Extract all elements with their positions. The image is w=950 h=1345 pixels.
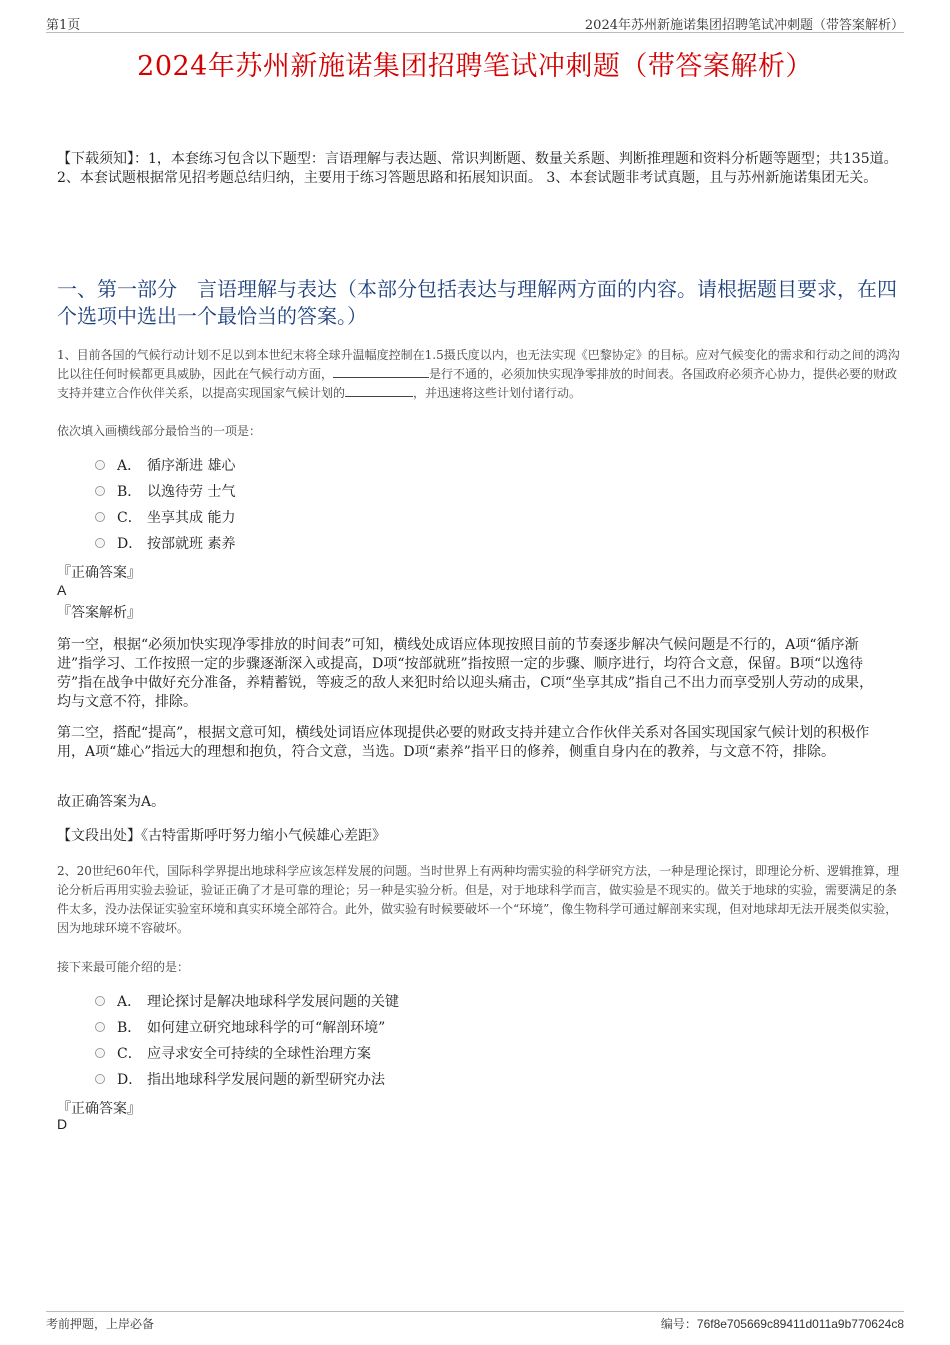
option-a[interactable] — [95, 988, 399, 1014]
radio-icon[interactable] — [95, 1074, 105, 1084]
page-number: 第1页 — [46, 18, 81, 33]
option-letter: C． — [117, 1046, 142, 1062]
correct-answer: A — [57, 582, 67, 598]
answer-blank-2 — [345, 384, 413, 397]
correct-answer-label: 『正确答案』 — [57, 1101, 141, 1117]
radio-icon[interactable] — [95, 538, 105, 548]
radio-icon[interactable] — [95, 1022, 105, 1032]
option-letter: A． — [117, 994, 142, 1010]
question-2-text: 2、20世纪60年代，国际科学界提出地球科学应该怎样发展的问题。当时世界上有两种均需实验的科学研究方法，一种是理论探讨，即理论分析、逻辑推算，理论分析后再用实验去验证，验证正确了才是可靠的理论；另一种是实验分析。但是，对于地球科学而言，做实验是不现实的。做关于地球的实验，需要满足的条件太多，没办法保证实验室环境和真实环境全部符合。此外，做实验有时候要破坏一个“环境”，像生物科学可通过解剖来实现，但对地球却无法开展类似实验，因为地球环境不容破坏。 — [57, 864, 900, 935]
download-notice: 【下载须知】：1，本套练习包含以下题型：言语理解与表达题、常识判断题、数量关系题、判断推理题和资料分析题等题型；共135道。 2、本套试题根据常见招考题总结归纳，主要用于练习答题思路和拓展知识面。 3、本套试题非考试真题，且与苏州新施诺集团无关。 — [57, 151, 898, 186]
option-letter: A． — [117, 458, 142, 474]
footer-slogan: 考前押题，上岸必备 — [46, 1317, 155, 1331]
option-letter: C． — [117, 510, 142, 526]
footer-code-label: 编号： — [660, 1317, 697, 1331]
correct-answer-label: 『正确答案』 — [57, 565, 141, 581]
question-1-part2: 是行不通的，必须加快实现净零排放的时间表。各国政府必须齐心协力，提供必要的财政支持并建立合作伙伴关系，以提高实现国家气候计划的 — [57, 367, 898, 400]
radio-icon[interactable] — [95, 512, 105, 522]
question-1-part3: ，并迅速将这些计划付诸行动。 — [413, 386, 582, 400]
footer-code — [661, 1315, 904, 1332]
option-letter: D． — [117, 1072, 143, 1088]
correct-answer: D — [57, 1116, 68, 1132]
passage-source: 【文段出处】《古特雷斯呼吁努力缩小气候雄心差距》 — [57, 828, 386, 844]
option-letter: B． — [117, 484, 142, 500]
option-d[interactable] — [95, 1066, 399, 1092]
radio-icon[interactable] — [95, 996, 105, 1006]
radio-icon[interactable] — [95, 460, 105, 470]
question-1-prompt: 依次填入画横线部分最恰当的一项是： — [57, 424, 262, 438]
analysis-paragraph-2: 第二空，搭配“提高”，根据文意可知，横线处词语应体现提供必要的财政支持并建立合作伙伴关系对各国实现国家气候计划的积极作用，A项“雄心”指远大的理想和抱负，符合文意，当选。D项“素养”指平日的修养，侧重自身内在的教养，与文意不符，排除。 — [57, 725, 870, 760]
radio-icon[interactable] — [95, 486, 105, 496]
option-text: 按部就班 素养 — [147, 536, 236, 552]
analysis-paragraph-1: 第一空，根据“必须加快实现净零排放的时间表”可知，横线处成语应体现按照目前的节奏逐步解决气候问题是不行的，A项“循序渐进”指学习、工作按照一定的步骤逐渐深入或提高，D项“按部就班”指按照一定的步骤、顺序进行，均符合文意，保留。B项“以逸待劳”指在战争中做好充分准备，养精蓄锐，等疲乏的敌人来犯时给以迎头痛击，C项“坐享其成”指自己不出力而享受别人劳动的成果，均与文意不符，排除。 — [57, 637, 874, 710]
option-c[interactable] — [95, 504, 235, 530]
radio-icon[interactable] — [95, 1048, 105, 1058]
option-b[interactable] — [95, 478, 235, 504]
question-1-text — [57, 346, 900, 403]
option-letter: B． — [117, 1020, 142, 1036]
option-text: 循序渐进 雄心 — [147, 458, 236, 474]
option-text: 应寻求安全可持续的全球性治理方案 — [147, 1046, 371, 1062]
footer-code-value: 76f8e705669c89411d011a9b770624c8 — [696, 1317, 904, 1331]
answer-blank-1 — [333, 365, 429, 378]
question-2-options — [95, 988, 399, 1092]
footer-divider — [46, 1311, 904, 1312]
analysis-conclusion: 故正确答案为A。 — [57, 794, 166, 810]
header-doc-title: 2024年苏州新施诺集团招聘笔试冲刺题（带答案解析） — [584, 18, 904, 33]
section-heading: 一、第一部分 言语理解与表达（本部分包括表达与理解两方面的内容。请根据题目要求，在四个选项中选出一个最恰当的答案。） — [57, 277, 897, 328]
option-a[interactable] — [95, 452, 235, 478]
option-text: 理论探讨是解决地球科学发展问题的关键 — [147, 994, 399, 1010]
question-2-prompt: 接下来最可能介绍的是： — [57, 960, 190, 974]
option-text: 指出地球科学发展问题的新型研究办法 — [147, 1072, 385, 1088]
option-text: 如何建立研究地球科学的可“解剖环境” — [147, 1020, 386, 1036]
page-header — [46, 12, 904, 33]
option-text: 坐享其成 能力 — [147, 510, 236, 526]
option-c[interactable] — [95, 1040, 399, 1066]
question-1-options — [95, 452, 235, 556]
question-1-part1: 1、目前各国的气候行动计划不足以到本世纪末将全球升温幅度控制在1.5摄氏度以内，也无法实现《巴黎协定》的目标。应对气候变化的需求和行动之间的鸿沟比以往任何时候都更具威胁，因此在气候行动方面， — [57, 348, 900, 381]
analysis-label: 『答案解析』 — [57, 605, 141, 621]
document-title: 2024年苏州新施诺集团招聘笔试冲刺题（带答案解析） — [137, 51, 813, 82]
option-letter: D． — [117, 536, 143, 552]
option-b[interactable] — [95, 1014, 399, 1040]
option-text: 以逸待劳 士气 — [147, 484, 236, 500]
option-d[interactable] — [95, 530, 235, 556]
